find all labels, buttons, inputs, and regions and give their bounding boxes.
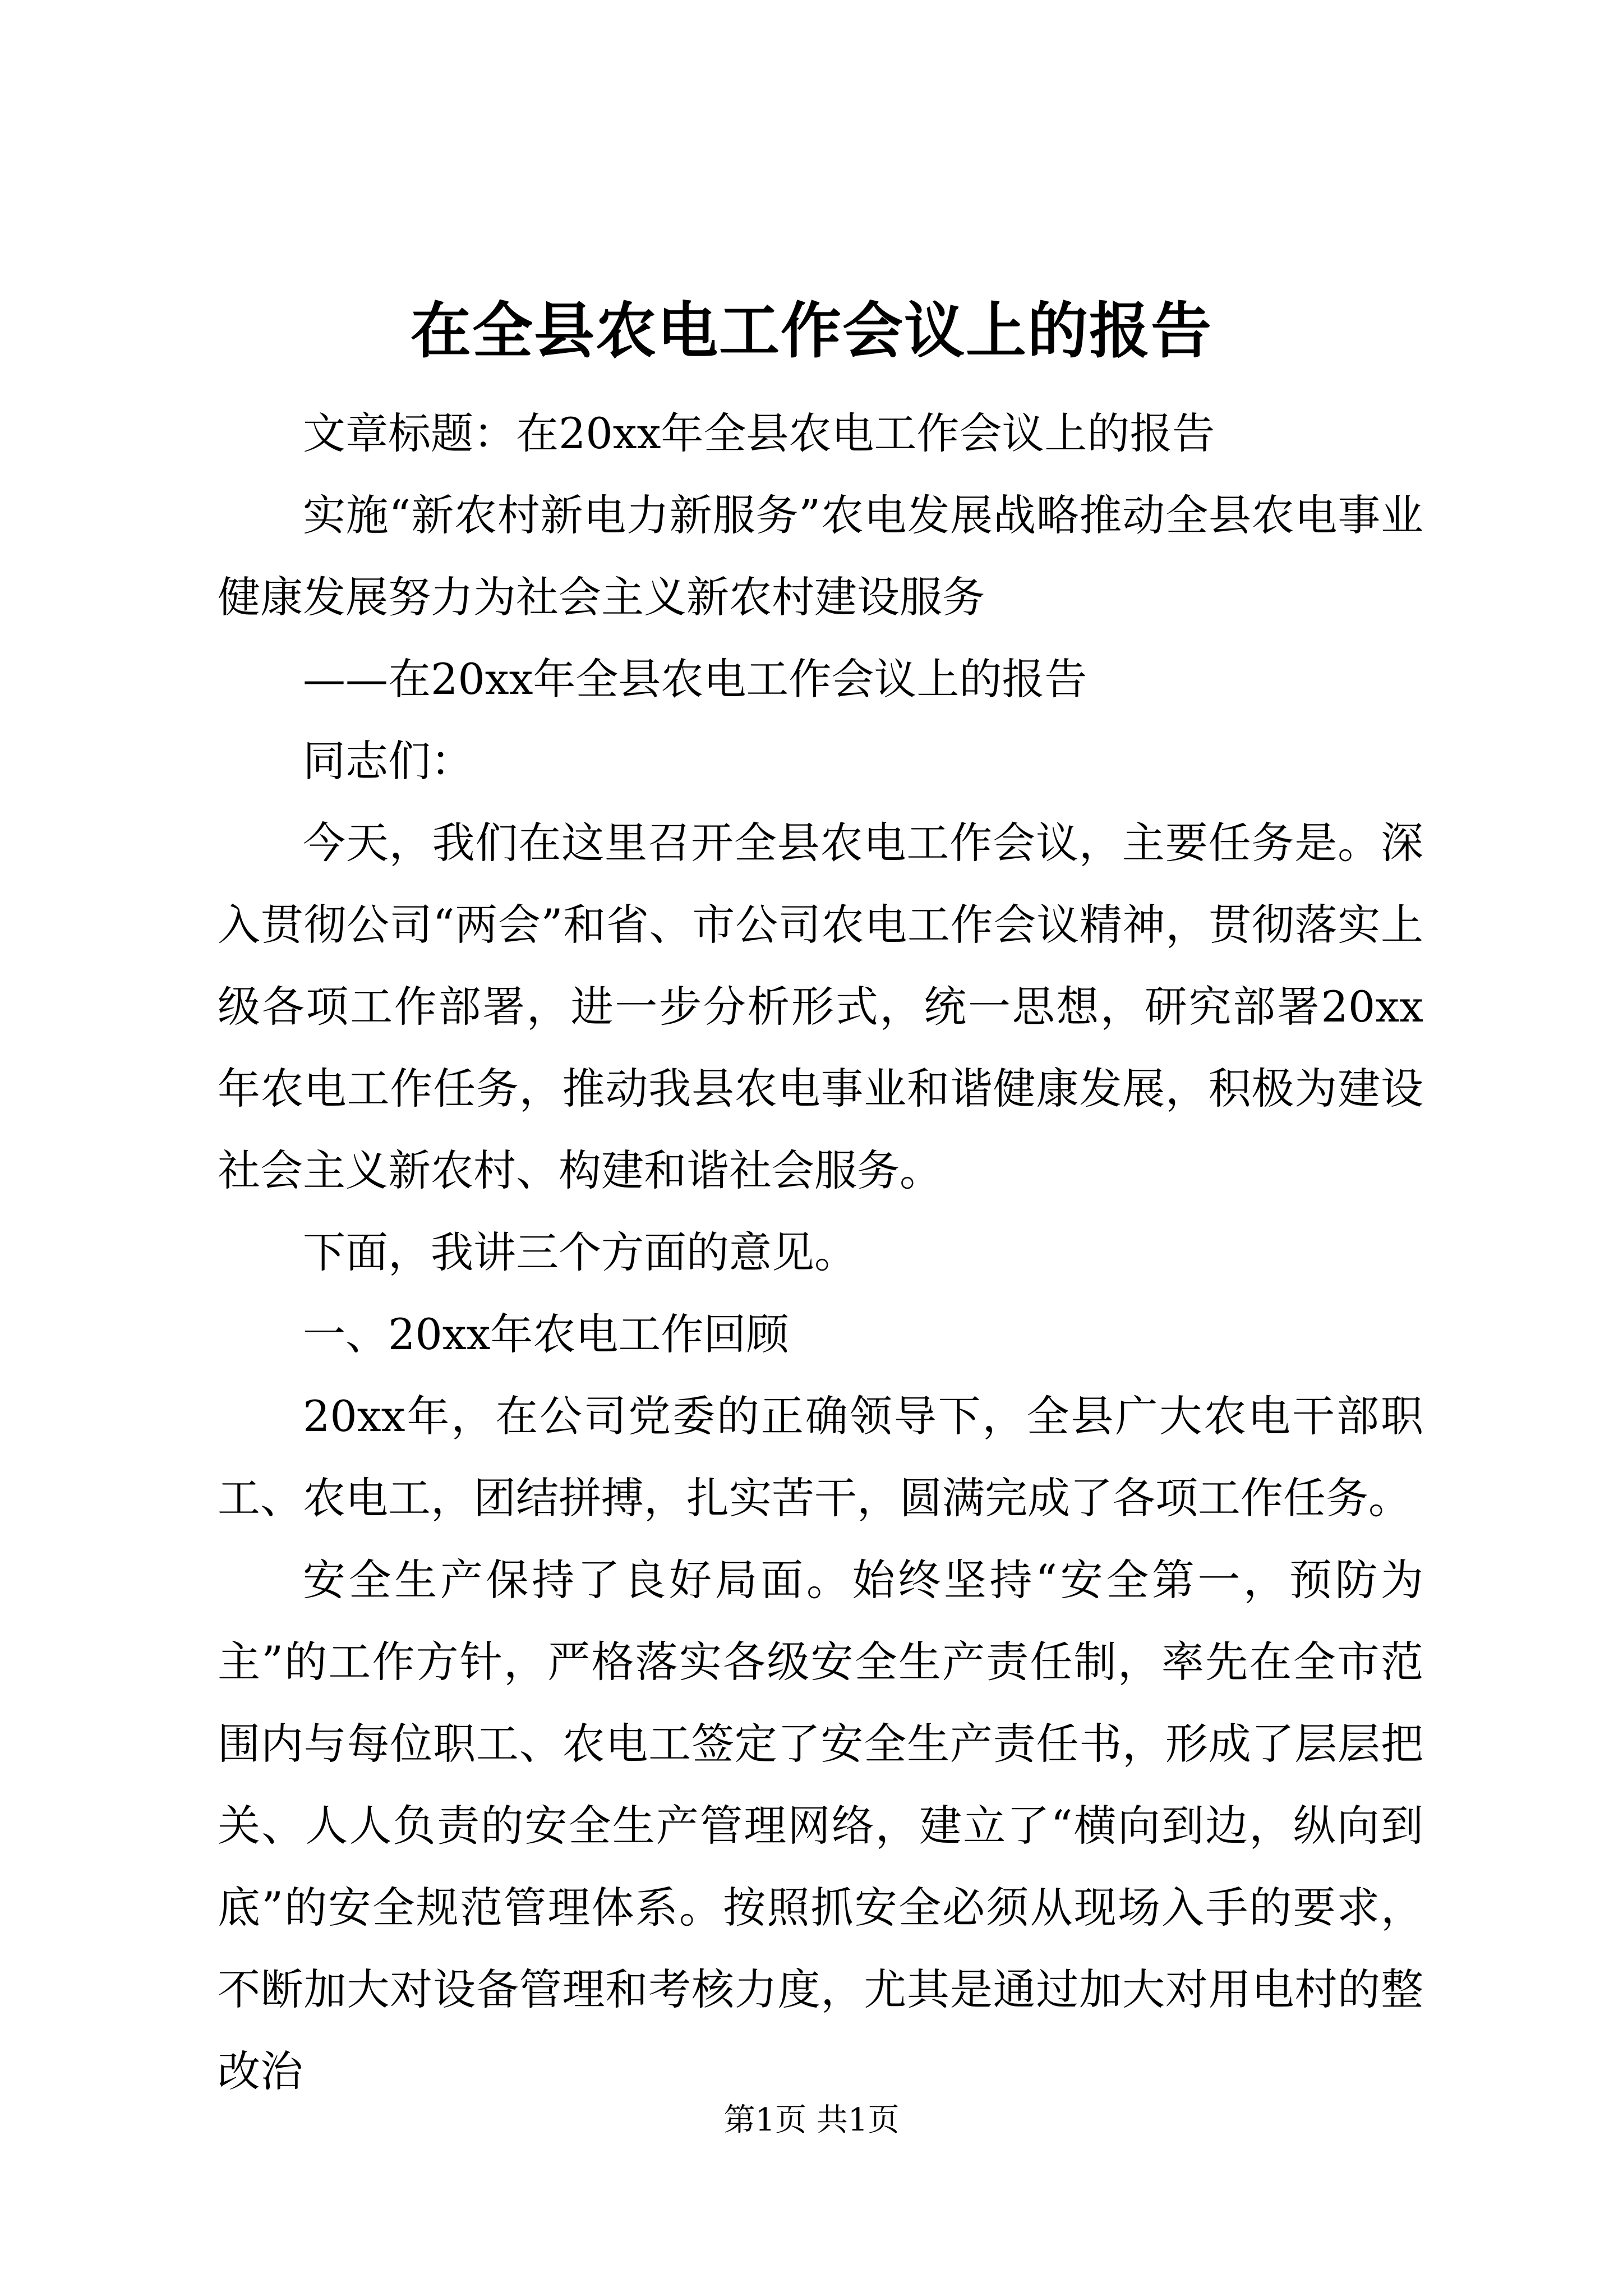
document-title: 在全县农电工作会议上的报告 — [410, 296, 1212, 366]
paragraph-subheading: ——在20xx年全县农电工作会议上的报告 — [303, 654, 1087, 704]
paragraph-safety: 安全生产保持了良好局面。始终坚持“安全第一，预防为主”的工作方针，严格落实各级安全生产责任制，率先在全市范围内与每位职工、农电工签定了安全生产责任书，形成了层层把关、人人负责的安全生产管理网络，建立了“横向到边，纵向到底”的安全规范管理体系。按照抓安全必须从现场入手的要求，不断加大对设备管理和考核力度，尤其是通过加大对用电村的整改治 — [218, 1555, 1423, 2096]
page-footer: 第1页 共1页 — [723, 2102, 900, 2138]
document-body — [218, 393, 1423, 2113]
paragraph-intro: 今天，我们在这里召开全县农电工作会议，主要任务是。深入贯彻公司“两会”和省、市公司农电工作会议精神，贯彻落实上级各项工作部署，进一步分析形式，统一思想，研究部署20xx年农电工作任务，推动我县农电事业和谐健康发展，积极为建设社会主义新农村、构建和谐社会服务。 — [218, 818, 1423, 1195]
paragraph-main-heading: 实施“新农村新电力新服务”农电发展战略推动全县农电事业健康发展努力为社会主义新农村建设服务 — [218, 490, 1423, 622]
paragraph-summary: 20xx年，在公司党委的正确领导下，全县广大农电干部职工、农电工，团结拼搏，扎实苦干，圆满完成了各项工作任务。 — [218, 1391, 1423, 1523]
paragraph-outline: 下面，我讲三个方面的意见。 — [303, 1227, 857, 1277]
paragraph-article-title: 文章标题：在20xx年全县农电工作会议上的报告 — [303, 408, 1215, 458]
section-heading-review: 一、20xx年农电工作回顾 — [303, 1309, 789, 1359]
paragraph-salutation: 同志们： — [303, 736, 473, 786]
